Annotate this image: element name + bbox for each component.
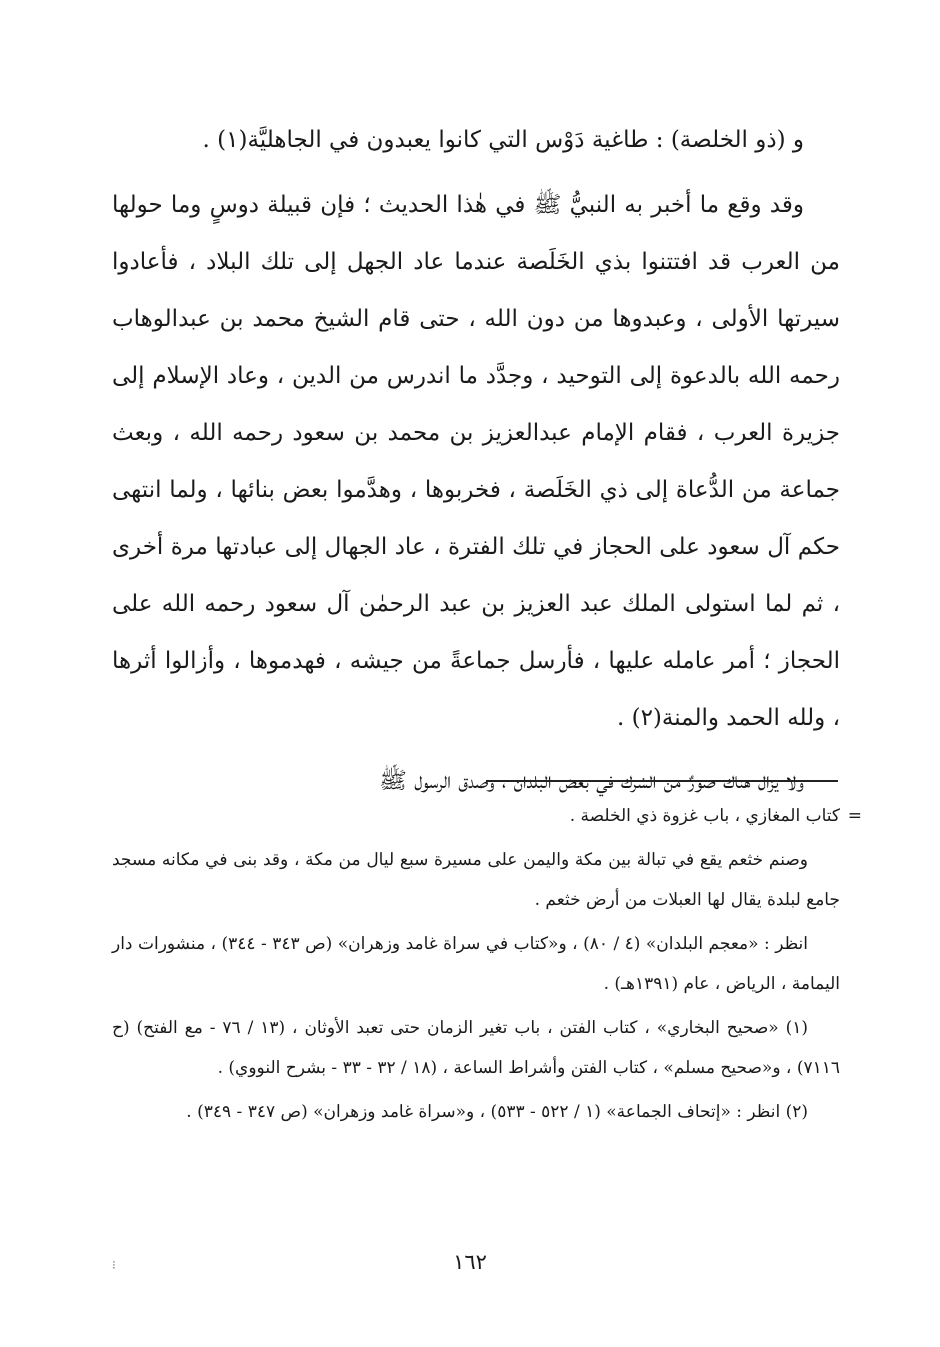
footnote-2: (٢) انظر : «إتحاف الجماعة» (١ / ٥٢٢ - ٥٣٣) ، و«سراة غامد وزهران» (ص ٣٤٧ - ٣٤٩) . (186, 1102, 808, 1122)
footnote-text: كتاب المغازي ، باب غزوة ذي الخلصة . (569, 806, 840, 826)
footnote-1: (١) «صحيح البخاري» ، كتاب الفتن ، باب تغير الزمان حتى تعبد الأوثان ، (١٣ / ٧٦ - مع الفتح) (ح ٧١١٦) ، و«صحيح مسلم» ، كتاب الفتن وأشراط الساعة ، (١٨ / ٣٢ - ٣٣ - بشرح النووي) . (112, 1018, 840, 1078)
main-text (112, 112, 840, 810)
footnote-separator (486, 780, 838, 782)
page-number: ١٦٢ (453, 1250, 487, 1274)
footnote-item: انظر : «معجم البلدان» (٤ / ٨٠) ، و«كتاب في سراة غامد وزهران» (ص ٣٤٣ - ٣٤٤) ، منشورات دار اليمامة ، الرياض ، عام (١٣٩١هـ) . (112, 934, 840, 994)
footnotes-section (112, 796, 862, 1136)
footnote-continuation (112, 796, 862, 836)
footnote-item: وصنم خثعم يقع في تبالة بين مكة واليمن على مسيرة سبع ليال من مكة ، وقد بنى في مكانه مسجد جامع لبلدة يقال لها العبلات من أرض خثعم . (112, 850, 840, 910)
paragraph-history: وقد وقع ما أخبر به النبيُّ ﷺ في هٰذا الحديث ؛ فإن قبيلة دوسٍ وما حولها من العرب قد افتتنوا بذي الخَلَصة عندما عاد الجهل إلى تلك البلاد ، فأعادوا سيرتها الأولى ، وعبدوها من دون الله ، حتى قام الشيخ محمد بن عبدالوهاب رحمه الله بالدعوة إلى التوحيد ، وجدَّد ما اندرس من الدين ، وعاد الإسلام إلى جزيرة العرب ، فقام الإمام عبدالعزيز بن محمد بن سعود رحمه الله ، وبعث جماعة من الدُّعاة إلى ذي الخَلَصة ، فخربوها ، وهدَّموا بعض بنائها ، ولما انتهى حكم آل سعود على الحجاز في تلك الفترة ، عاد الجهال إلى عبادتها مرة أخرى ، ثم لما استولى الملك عبد العزيز بن عبد الرحمٰن آل سعود رحمه الله على الحجاز ؛ أمر عامله عليها ، فأرسل جماعةً من جيشه ، فهدموها ، وأزالوا أثرها ، ولله الحمد والمنة(٢) . (112, 192, 840, 731)
paragraph-intro: و (ذو الخلصة) : طاغية دَوْس التي كانوا يعبدون في الجاهليَّة(١) . (202, 127, 804, 153)
continuation-mark: = (847, 806, 862, 826)
paragraph-closing: ولا يزال هناك صورٌ من الشرك في بعض البلدان ، وصدق الرسول ﷺ (379, 768, 804, 794)
margin-mark: ⁝ (112, 1258, 116, 1272)
